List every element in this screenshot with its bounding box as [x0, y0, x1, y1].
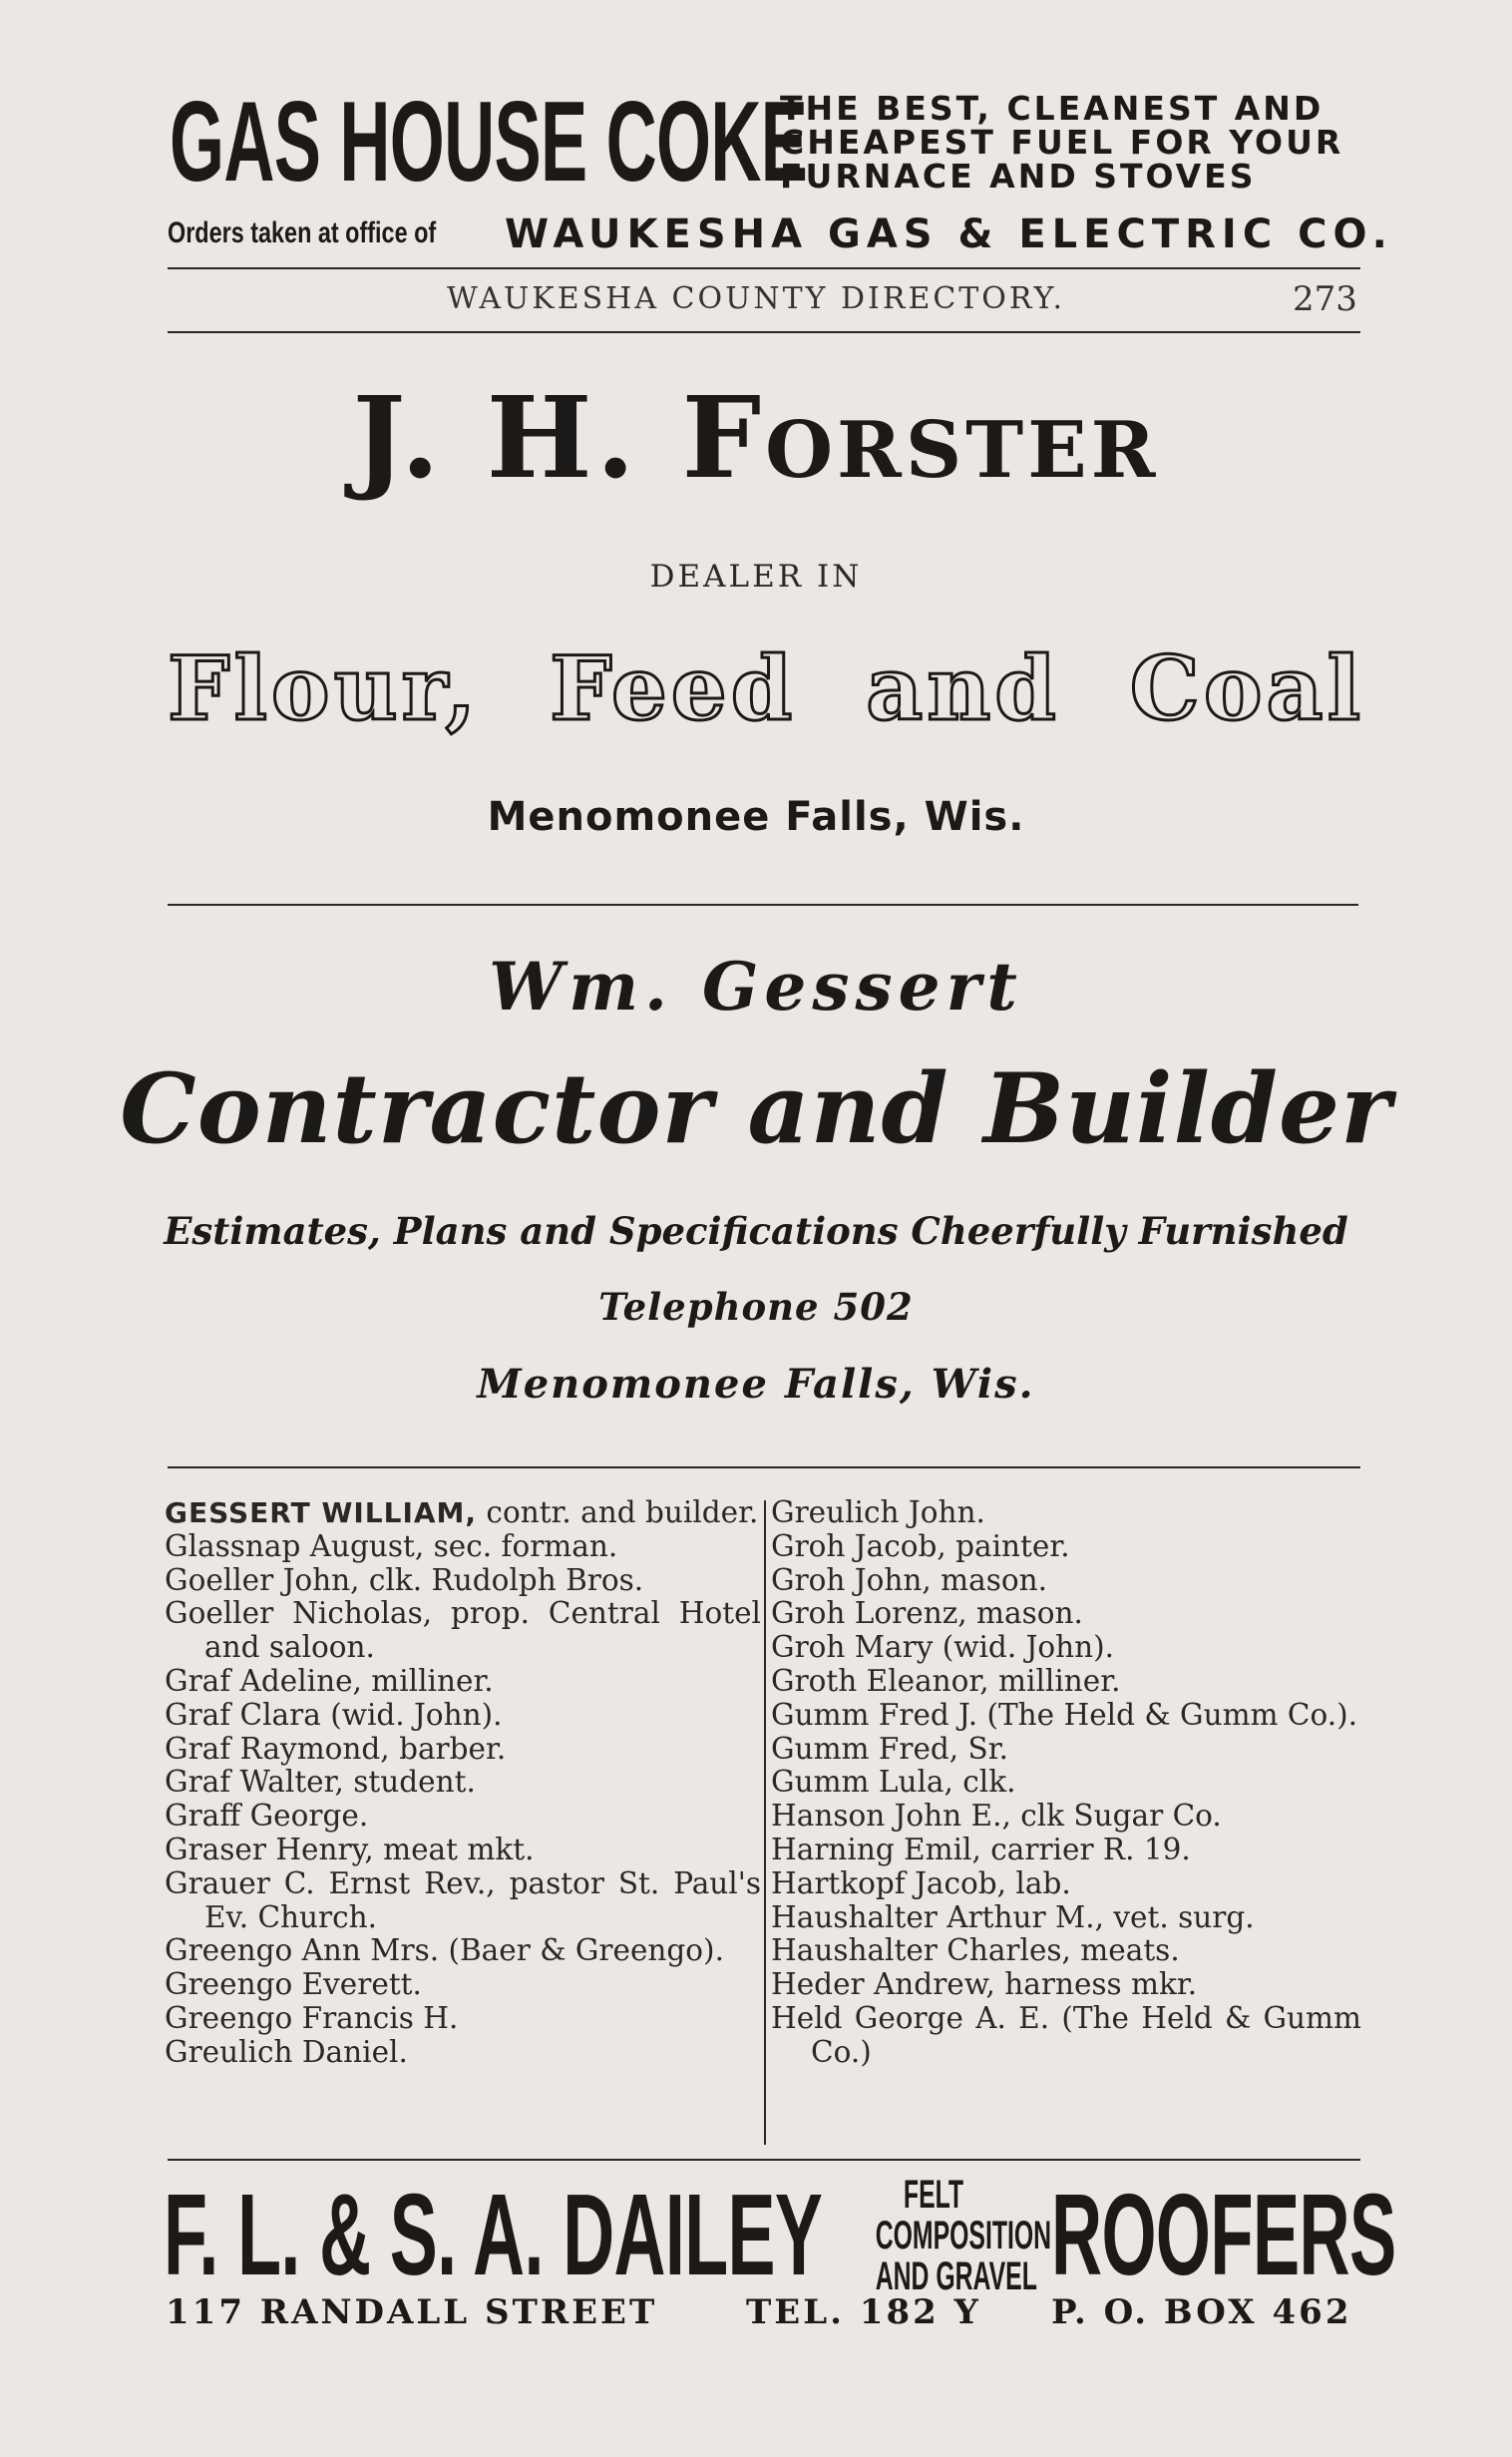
directory-entry: Haushalter Charles, meats. [771, 1933, 1180, 1968]
directory-left-column [165, 1496, 761, 2070]
directory-entry: Goeller Nicholas, prop. Central Hotel and saloon. [165, 1596, 761, 1665]
running-header-title: WAUKESHA COUNTY DIRECTORY. [447, 281, 1066, 316]
dailey-ad-material [840, 2173, 1052, 2298]
directory-entry-detail: contr. and builder. [477, 1495, 759, 1529]
directory-entry: Gumm Fred, Sr. [771, 1731, 1009, 1766]
column-divider [764, 1500, 766, 2145]
directory-entry: Groh Lorenz, mason. [771, 1596, 1083, 1631]
dailey-ad-po-box: P. O. BOX 462 [1051, 2292, 1352, 2332]
directory-entry: Groth Eleanor, milliner. [771, 1663, 1121, 1698]
forster-ad-dealer-line: DEALER IN [649, 559, 863, 595]
directory-entry: Graf Walter, student. [165, 1765, 476, 1800]
ad-gas-house-coke-tagline [780, 89, 1358, 196]
divider-rule [168, 267, 1360, 269]
forster-ad-city: Menomonee Falls, Wis. [487, 794, 1025, 840]
page-number: 273 [1293, 279, 1357, 319]
dailey-ad-name: F. L. & S. A. DAILEY [164, 2170, 823, 2299]
directory-entry: Haushalter Arthur M., vet. surg. [771, 1899, 1255, 1934]
forster-ad-goods: Flour, Feed and Coal [168, 636, 1364, 740]
material-line-1: FELT [903, 2173, 964, 2217]
directory-entry-name: GESSERT WILLIAM, [165, 1496, 478, 1529]
divider-rule [168, 1466, 1360, 1468]
ad-company-name: WAUKESHA GAS & ELECTRIC CO. [505, 211, 1393, 257]
dailey-ad-trade: ROOFERS [1051, 2170, 1396, 2299]
directory-entry: Graf Adeline, milliner. [165, 1663, 494, 1698]
directory-entry: Greulich Daniel. [165, 2034, 408, 2069]
gessert-ad-trade: Contractor and Builder [120, 1052, 1392, 1165]
tagline-line-1: THE BEST, CLEANEST AND [780, 89, 1324, 128]
directory-entry: Graf Raymond, barber. [165, 1731, 507, 1766]
directory-right-column [771, 1496, 1361, 2070]
directory-entry [165, 1496, 761, 1530]
directory-entry: Graff George. [165, 1799, 369, 1834]
ad-gas-house-coke-title: GAS HOUSE COKE [170, 79, 808, 205]
directory-entry: Harning Emil, carrier R. 19. [771, 1832, 1191, 1866]
directory-entry: Held George A. E. (The Held & Gumm Co.) [771, 2000, 1361, 2069]
gessert-ad-name: Wm. Gessert [489, 948, 1023, 1025]
directory-entry: Gumm Lula, clk. [771, 1765, 1016, 1800]
divider-rule [168, 331, 1360, 333]
directory-entry: Graf Clara (wid. John). [165, 1697, 503, 1732]
divider-rule [168, 2159, 1360, 2161]
material-line-3: AND GRAVEL [875, 2254, 1037, 2298]
directory-entry: Hartkopf Jacob, lab. [771, 1865, 1071, 1900]
gessert-ad-phone: Telephone 502 [598, 1285, 914, 1329]
divider-rule [168, 904, 1358, 906]
directory-entry: Graser Henry, meat mkt. [165, 1832, 535, 1866]
material-line-2: COMPOSITION [875, 2214, 1052, 2257]
directory-entry: Groh Jacob, painter. [771, 1528, 1070, 1563]
directory-entry: Gumm Fred J. (The Held & Gumm Co.). [771, 1697, 1357, 1732]
directory-entry: Goeller John, clk. Rudolph Bros. [165, 1562, 644, 1597]
directory-entry: Greengo Everett. [165, 1967, 422, 2002]
directory-entry: Groh John, mason. [771, 1562, 1047, 1597]
dailey-ad-telephone: TEL. 182 Y [746, 2292, 981, 2332]
tagline-line-3: FURNACE AND STOVES [780, 157, 1257, 196]
directory-entry: Groh Mary (wid. John). [771, 1630, 1115, 1665]
directory-entry: Hanson John E., clk Sugar Co. [771, 1799, 1222, 1834]
directory-entry: Grauer C. Ernst Rev., pastor St. Paul's Ev. Church. [165, 1865, 761, 1934]
directory-entry: Greengo Francis H. [165, 2000, 459, 2035]
directory-entry: Glassnap August, sec. forman. [165, 1528, 618, 1563]
gessert-ad-services: Estimates, Plans and Specifications Cheerfully Furnished [164, 1209, 1348, 1253]
dailey-ad-address: 117 RANDALL STREET [166, 2292, 658, 2332]
directory-entry: Greengo Ann Mrs. (Baer & Greengo). [165, 1933, 724, 1968]
tagline-line-2: CHEAPEST FUEL FOR YOUR [780, 123, 1344, 162]
forster-ad-name: J. H. Forster [352, 373, 1160, 504]
gessert-ad-city: Menomonee Falls, Wis. [477, 1361, 1035, 1408]
ad-orders-text: Orders taken at office of [168, 216, 437, 249]
directory-entry: Heder Andrew, harness mkr. [771, 1967, 1198, 2002]
directory-entry: Greulich John. [771, 1495, 985, 1529]
